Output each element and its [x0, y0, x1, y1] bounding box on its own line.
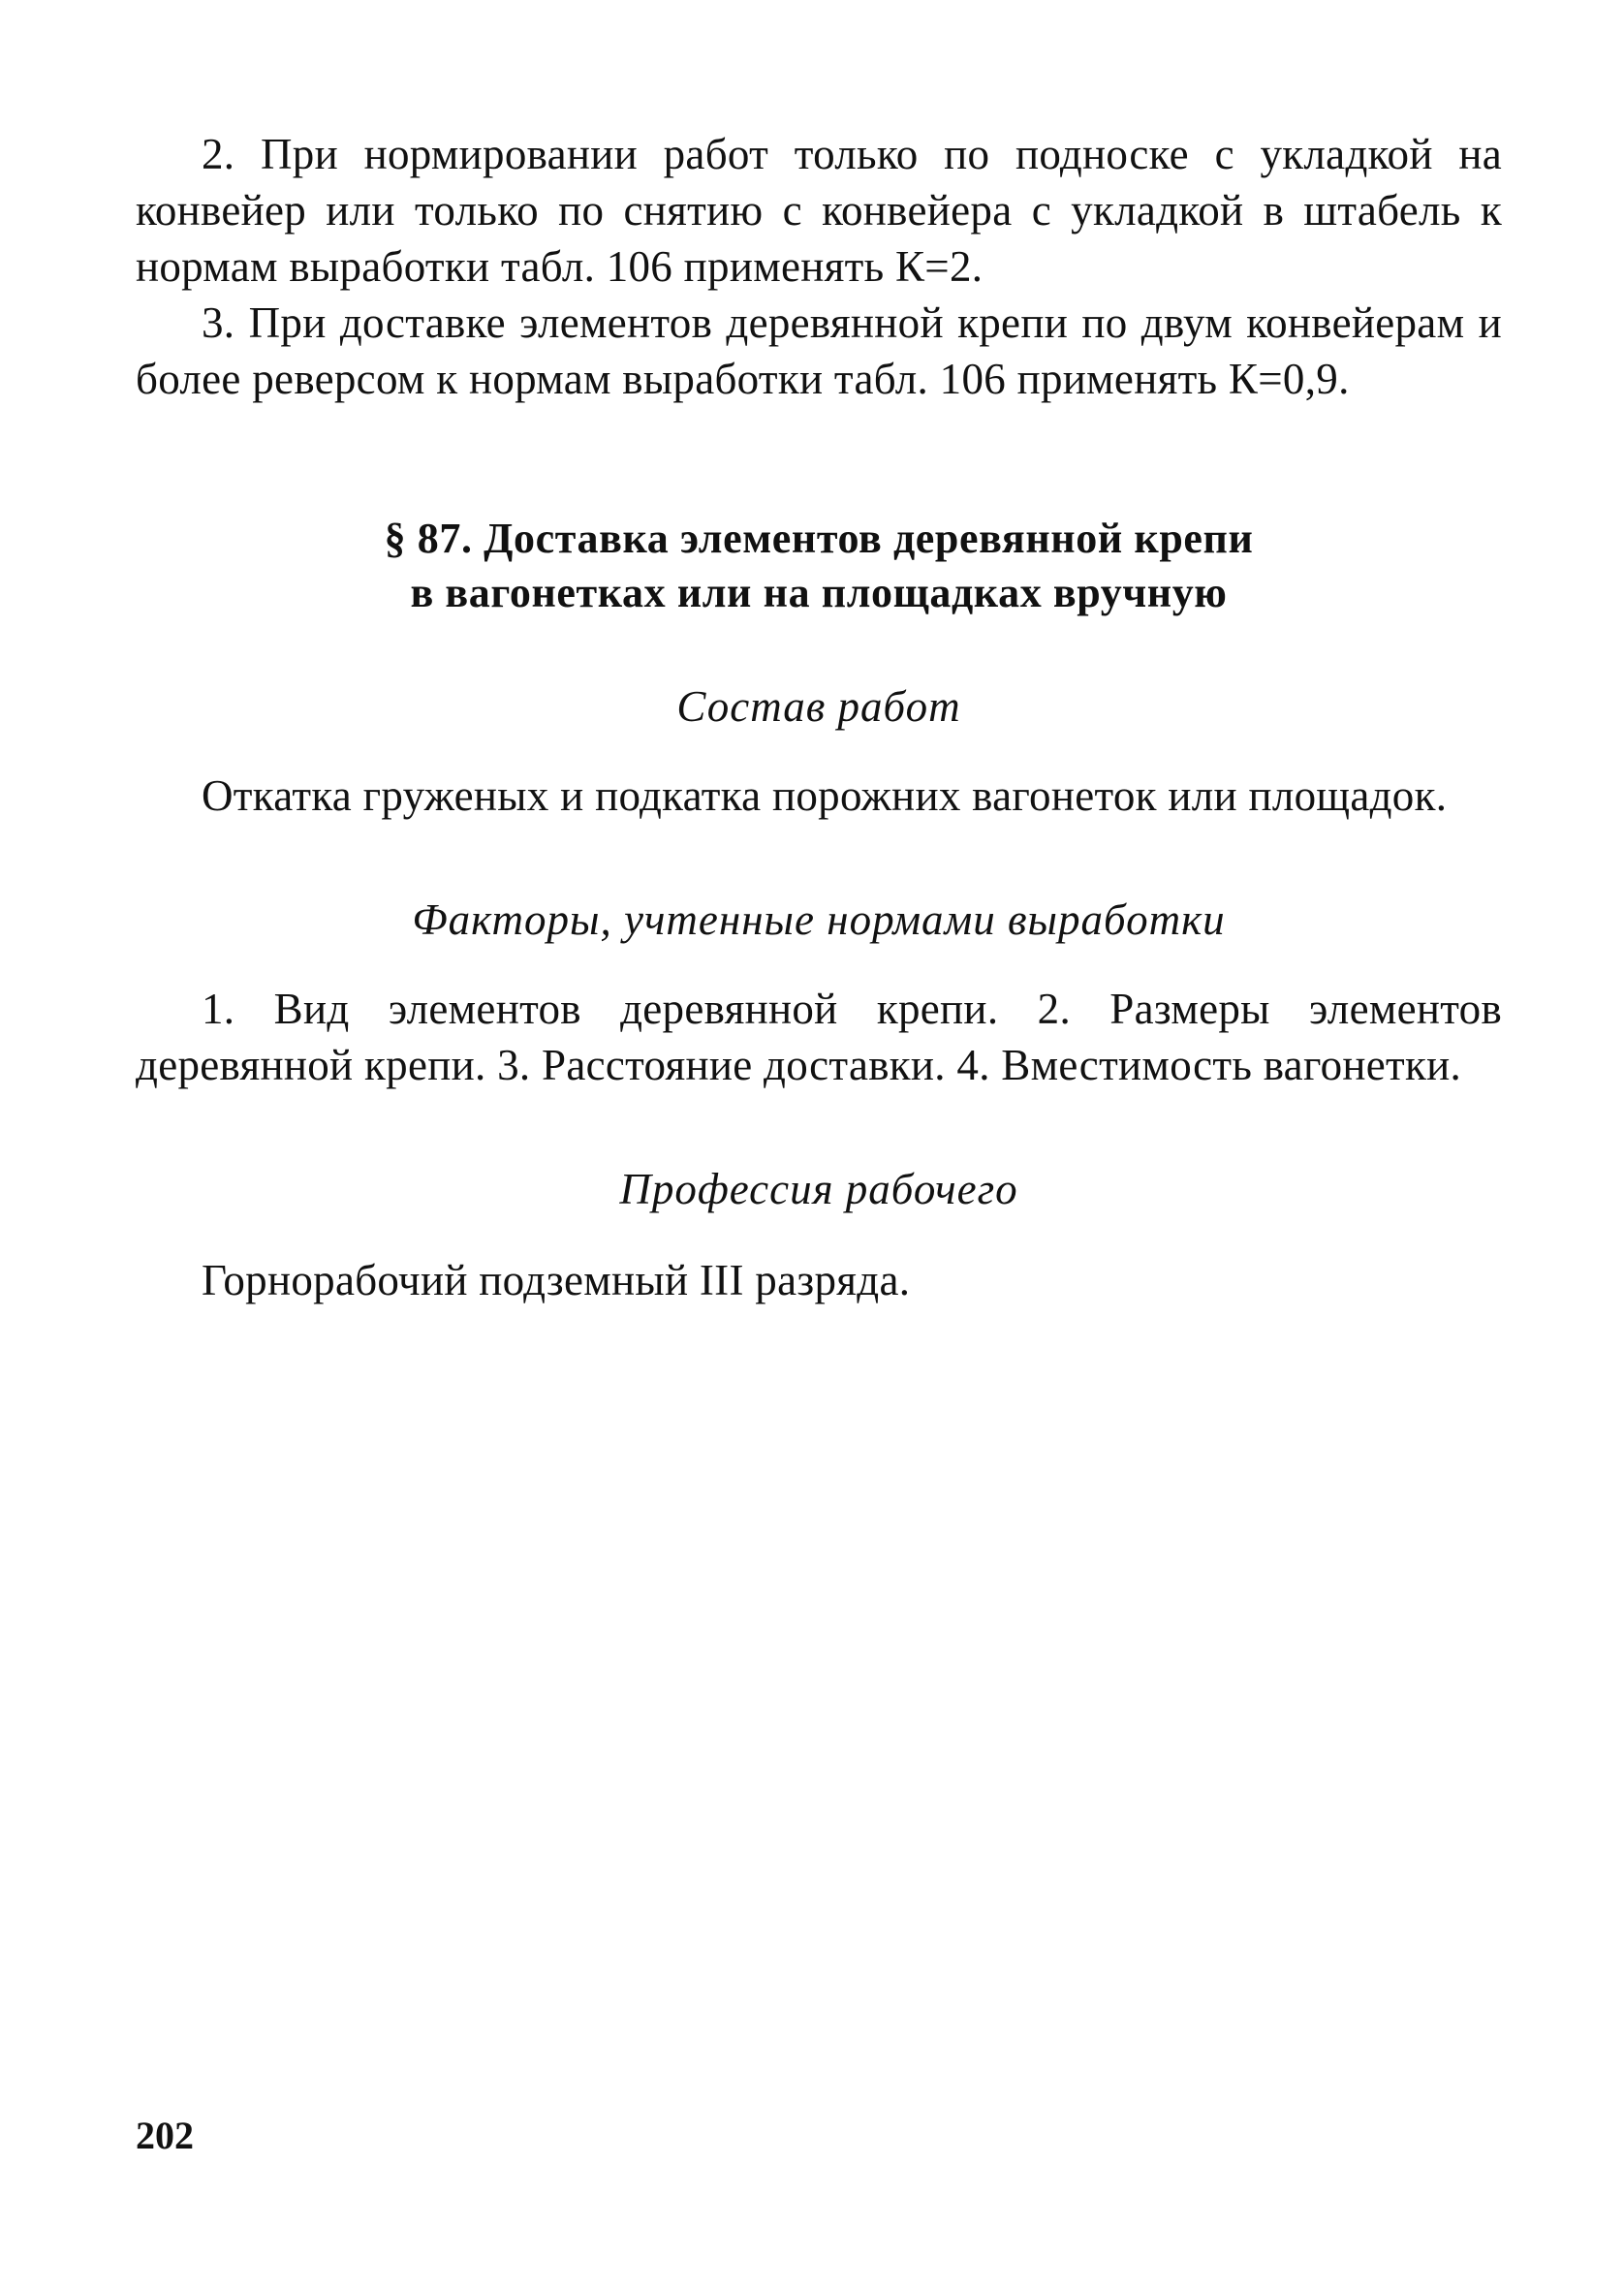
- page-content: [136, 126, 1502, 1308]
- section-heading-line-2: в вагонетках или на площадках вручную: [410, 569, 1228, 616]
- section-heading: [136, 512, 1502, 620]
- page-number: 202: [136, 2114, 194, 2157]
- composition-text: Откатка груженых и подкатка порожних вагонеток или площадок.: [202, 771, 1448, 820]
- factors-subheading: Факторы, учтенные нормами выработки: [412, 895, 1226, 944]
- profession-text: Горнорабочий подземный III разряда.: [202, 1256, 911, 1304]
- note-3-paragraph: 3. При доставке элементов деревянной крепи по двум конвейерам и более реверсом к нормам выработки табл. 106 применять К=0,9.: [136, 298, 1502, 403]
- composition-subheading: Состав работ: [676, 682, 961, 731]
- section-heading-line-1: § 87. Доставка элементов деревянной крепи: [384, 515, 1254, 562]
- factors-text: 1. Вид элементов деревянной крепи. 2. Размеры элементов деревянной крепи. 3. Расстояние доставки. 4. Вместимость вагонетки.: [136, 985, 1502, 1089]
- note-2-paragraph: 2. При нормировании работ только по подноске с укладкой на конвейер или только по снятию с конвейера с укладкой в штабель к нормам выработки табл. 106 применять К=2.: [136, 130, 1502, 291]
- profession-subheading: Профессия рабочего: [619, 1165, 1018, 1213]
